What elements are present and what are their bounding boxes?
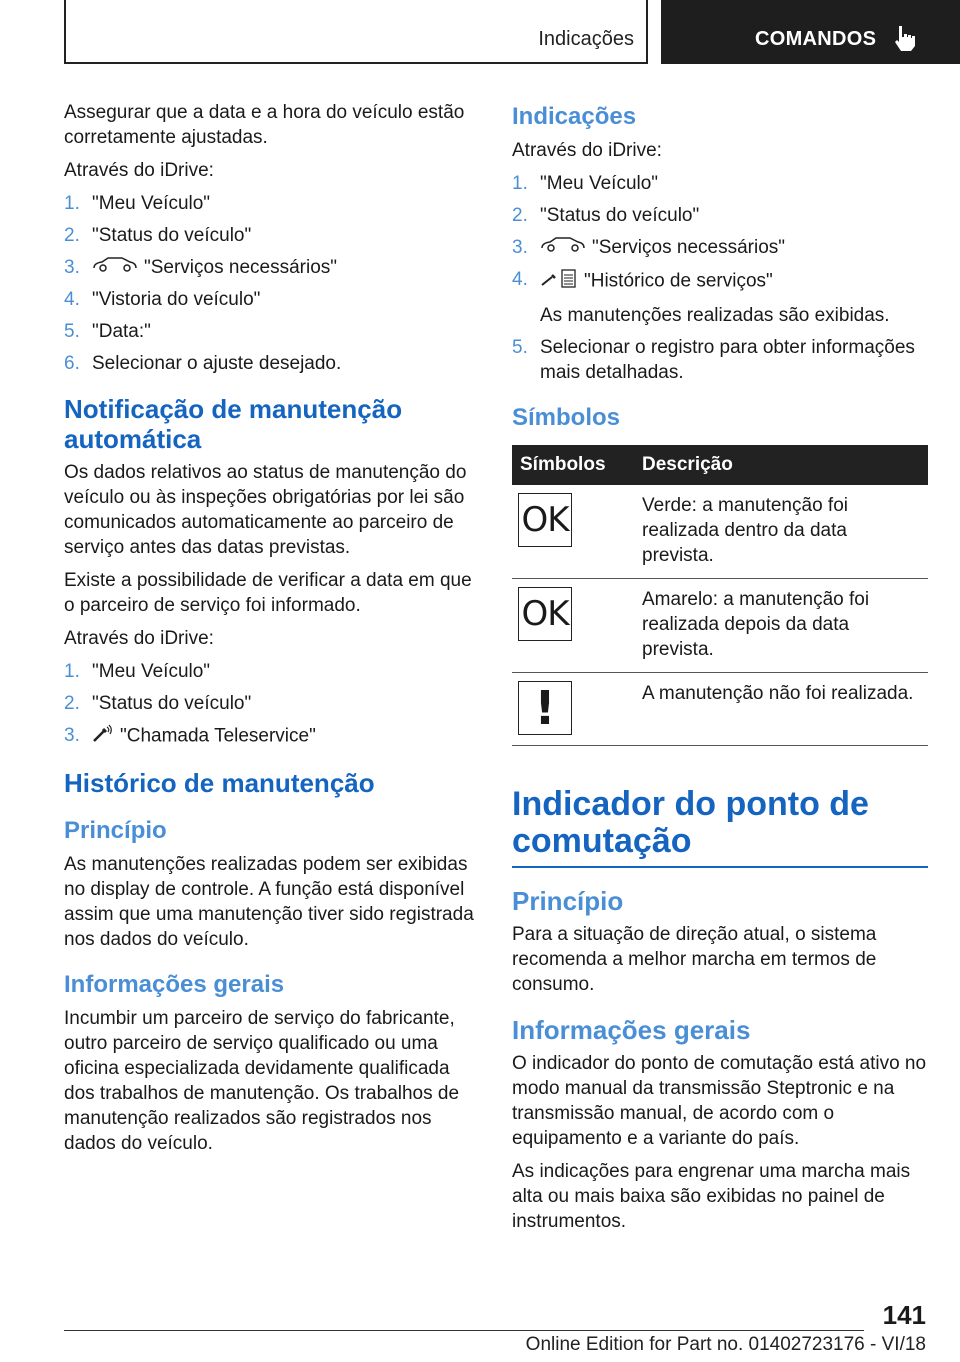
heading-shift-point-indicator: Indicador do ponto de comutação — [512, 786, 928, 868]
list-item: 2. "Status do veículo" — [512, 205, 700, 226]
paragraph: As manutenções realizadas podem ser exibidas no display de controle. A função está disponível assim que uma manutenção tiver sido registrada nos dados do veículo. — [64, 854, 474, 951]
footer-divider — [64, 1330, 864, 1331]
paragraph: O indicador do ponto de comutação está ativo no modo manual da transmissão Steptronic e na transmissão manual, de acordo com o equipamento e a variante do país. — [512, 1053, 927, 1150]
service-history-icon — [540, 267, 578, 296]
idrive-path-label: Através do iDrive: — [64, 160, 214, 181]
heading-principle: Princípio — [512, 886, 624, 917]
list-item: 3. "Serviços necessários" — [512, 235, 928, 260]
page-number: 141 — [882, 1300, 926, 1330]
list-item: 3. "Serviços necessários" — [64, 255, 478, 280]
heading-symbols: Símbolos — [512, 404, 621, 432]
heading-indications: Indicações — [512, 103, 637, 130]
edition-footer: Online Edition for Part no. 01402723176 - VI/18 — [525, 1334, 926, 1355]
steps-list-teleservice — [64, 659, 478, 750]
left-column — [64, 100, 478, 1164]
exclamation-icon: ! — [518, 681, 572, 735]
heading-automatic-notification: Notificação de manutenção automática — [64, 394, 403, 455]
chapter-title: COMANDOS — [755, 28, 877, 50]
chapter-tab — [661, 0, 960, 64]
table-cell: Verde: a manutenção foi realizada dentro da data prevista. — [634, 485, 928, 579]
list-item: 4. "Vistoria do veículo" — [64, 289, 261, 311]
list-item: 3. "Chamada Teleservice" — [64, 723, 478, 750]
paragraph: Existe a possibilidade de verificar a data em que o parceiro de serviço foi informado. — [64, 570, 472, 617]
list-item: 2. "Status do veículo" — [64, 693, 252, 715]
table-cell: A manutenção não foi realizada. — [634, 673, 928, 746]
heading-general-info: Informações gerais — [64, 971, 285, 999]
table-header-row — [512, 445, 928, 485]
table-row — [512, 579, 928, 673]
heading-principle: Princípio — [64, 817, 167, 845]
list-item: 4. "Histórico de serviços" As manutenções realizadas são exibidas. — [512, 269, 890, 327]
list-item: 5. "Data:" — [64, 321, 151, 343]
ok-green-icon: OK — [518, 493, 572, 547]
column-header: Símbolos — [512, 445, 634, 485]
pointing-hand-icon — [893, 24, 917, 57]
list-item: 1. "Meu Veículo" — [512, 173, 659, 194]
ok-yellow-icon: OK — [518, 587, 572, 641]
list-item: 1. "Meu Veículo" — [64, 193, 211, 214]
symbols-table — [512, 445, 928, 746]
wrench-icon — [92, 723, 114, 750]
section-title: Indicações — [538, 28, 634, 50]
list-item: 1. "Meu Veículo" — [64, 661, 211, 683]
list-item: 6. Selecionar o ajuste desejado. — [64, 353, 342, 375]
car-service-icon — [540, 235, 586, 260]
table-row — [512, 485, 928, 579]
paragraph: Para a situação de direção atual, o sistema recomenda a melhor marcha em termos de consumo. — [512, 924, 877, 996]
idrive-path-label: Através do iDrive: — [64, 628, 214, 650]
car-service-icon — [92, 255, 138, 280]
list-item: 2. "Status do veículo" — [64, 225, 252, 246]
steps-list-date — [64, 191, 478, 376]
heading-maintenance-history: Histórico de manutenção — [64, 768, 375, 799]
intro-text: Assegurar que a data e a hora do veículo estão corretamente ajustadas. — [64, 102, 465, 148]
paragraph: Os dados relativos ao status de manutenção do veículo ou às inspeções obrigatórias por lei são comunicados automaticamente ao parceiro de serviço antes das datas previstas. — [64, 462, 467, 559]
paragraph: Incumbir um parceiro de serviço do fabricante, outro parceiro de serviço qualificado ou uma oficina especializada devidamente qualificada dos trabalhos de manutenção. Os trabalhos de manutenção realizados são registrados nos dados do veículo. — [64, 1008, 460, 1155]
table-cell: Amarelo: a manutenção foi realizada depois da data prevista. — [634, 579, 928, 673]
column-header: Descrição — [634, 445, 928, 485]
paragraph: As indicações para engrenar uma marcha mais alta ou mais baixa são exibidas no painel de instrumentos. — [512, 1161, 911, 1233]
right-column — [512, 100, 928, 1242]
idrive-path-label: Através do iDrive: — [512, 140, 662, 161]
list-item: 5. Selecionar o registro para obter informações mais detalhadas. — [512, 337, 915, 384]
table-row — [512, 673, 928, 746]
heading-general-info: Informações gerais — [512, 1015, 751, 1046]
steps-list-history — [512, 171, 928, 385]
